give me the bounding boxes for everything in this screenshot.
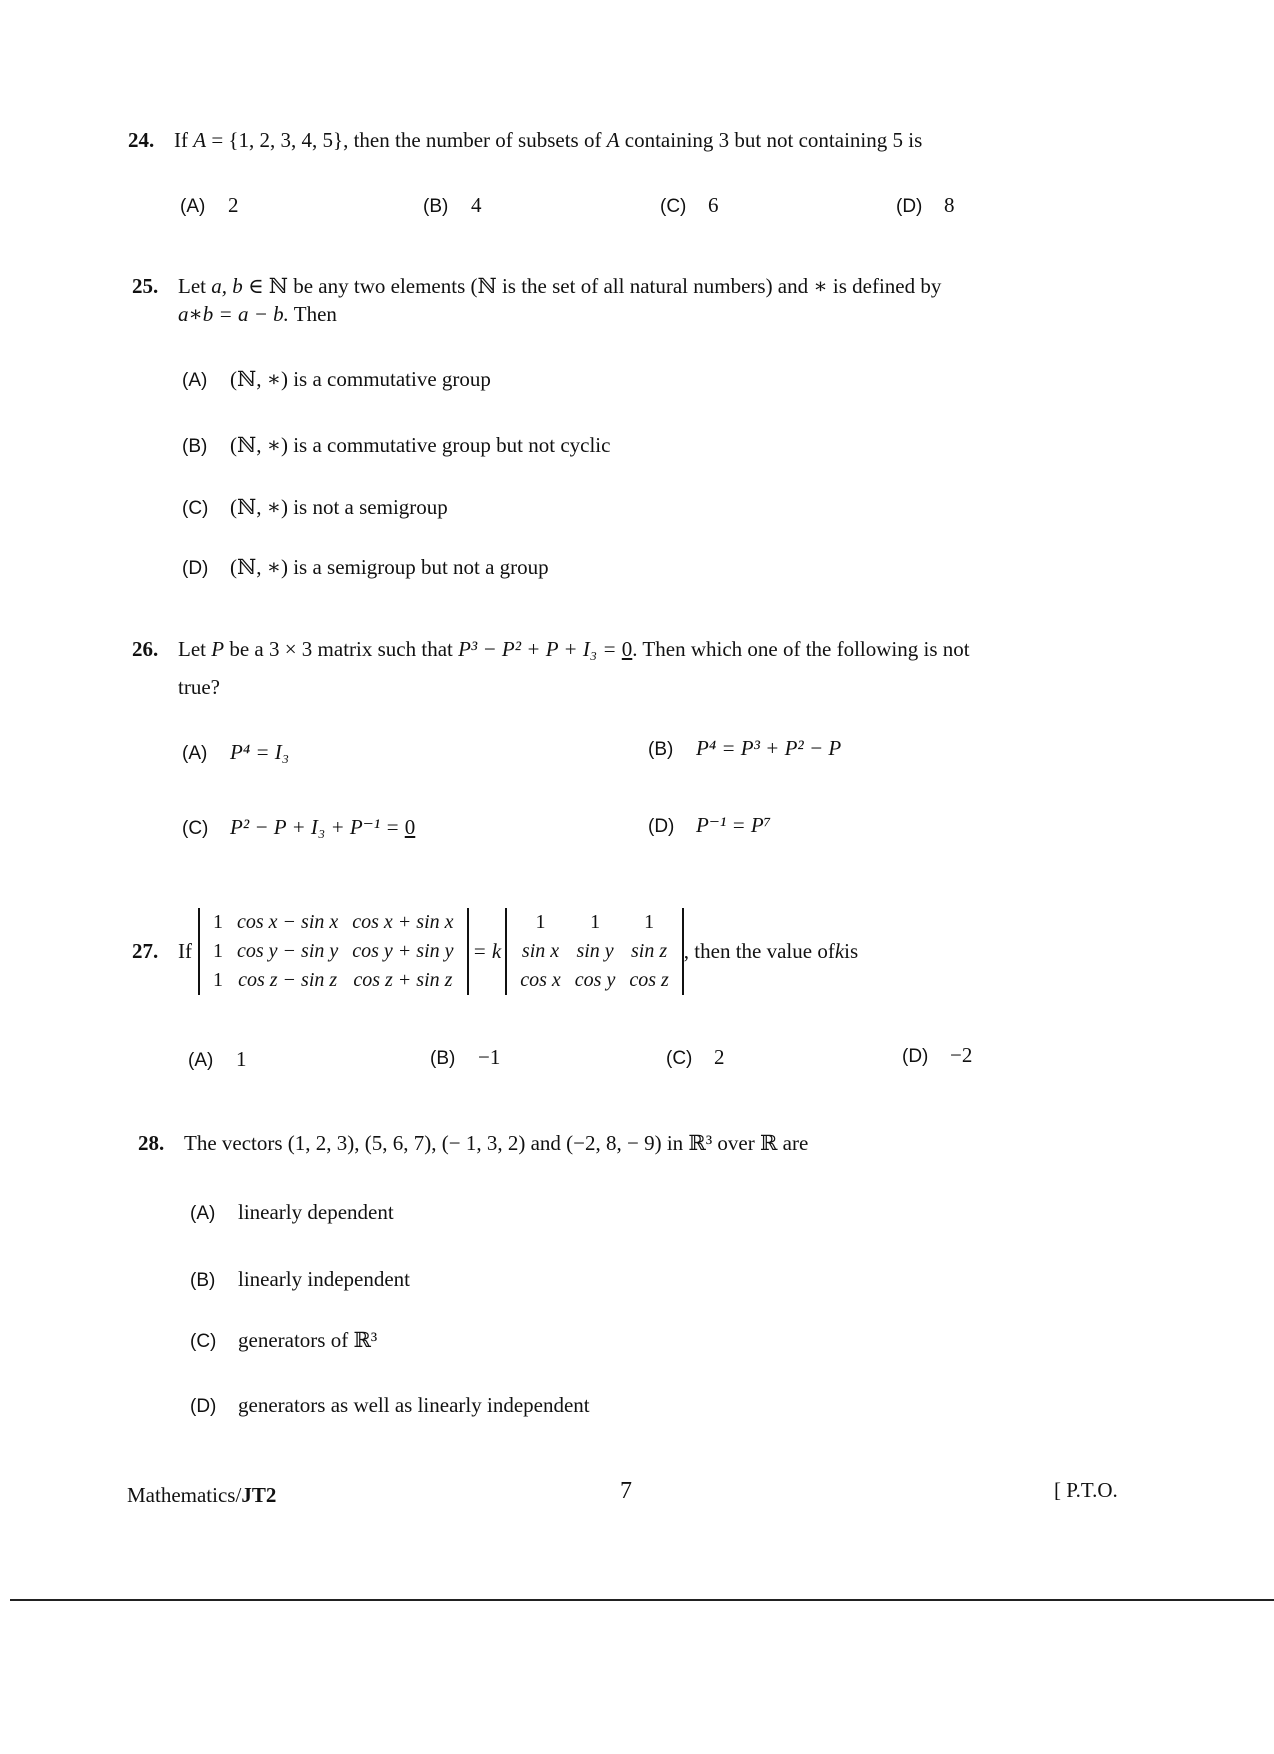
page-number: 7 <box>620 1478 632 1504</box>
bottom-rule <box>10 1599 1274 1601</box>
question-26-line1: 26. Let P be a 3 × 3 matrix such that P³ − P² + P + I₃ = 0. Then which one of the following is not <box>132 637 970 661</box>
footer-subject: Mathematics/JT2 <box>127 1483 277 1507</box>
option-b: (B) (ℕ, ∗) is a commutative group but not cyclic <box>182 433 611 457</box>
question-25-line2: a∗b = a − b. Then <box>178 302 337 327</box>
question-number: 26. <box>132 637 159 661</box>
question-26-line2: true? <box>178 675 220 700</box>
option-a: (A) 1 <box>188 1047 247 1071</box>
option-d: (D) (ℕ, ∗) is a semigroup but not a group <box>182 555 549 579</box>
left-determinant: 1 cos x − sin x cos x + sin x 1 cos y − sin y cos y + sin y 1 cos z − sin z cos z + sin z <box>198 908 469 995</box>
question-27: 27. If 1 cos x − sin x cos x + sin x 1 cos y − sin y cos y + sin y 1 cos z − sin z cos z + sin z = k 1 1 1 sin x sin y sin z cos x cos y cos z , then the value of k is <box>132 908 858 995</box>
option-d: (D) −2 <box>902 1043 973 1067</box>
question-28: 28. The vectors (1, 2, 3), (5, 6, 7), (− 1, 3, 2) and (−2, 8, − 9) in ℝ³ over ℝ are <box>138 1131 809 1155</box>
pto-label: [ P.T.O. <box>1054 1478 1118 1502</box>
question-number: 27. <box>132 939 159 964</box>
option-c: (C) 2 <box>666 1045 725 1069</box>
right-determinant: 1 1 1 sin x sin y sin z cos x cos y cos z <box>505 908 684 995</box>
option-a: (A) 2 <box>180 193 239 217</box>
option-c: (C) P² − P + I₃ + P⁻¹ = 0 <box>182 815 416 839</box>
option-d: (D) generators as well as linearly independent <box>190 1393 590 1417</box>
question-25-line1: 25. Let a, b ∈ ℕ be any two elements (ℕ is the set of all natural numbers) and ∗ is defined by <box>132 274 942 298</box>
option-b: (B) linearly independent <box>190 1267 411 1291</box>
option-d: (D) 8 <box>896 193 955 217</box>
option-d: (D) P⁻¹ = P⁷ <box>648 813 772 837</box>
question-24: 24. If A = {1, 2, 3, 4, 5}, then the number of subsets of A containing 3 but not containing 5 is <box>128 128 923 152</box>
question-number: 28. <box>138 1131 165 1155</box>
question-number: 25. <box>132 274 159 298</box>
option-c: (C) generators of ℝ³ <box>190 1328 378 1352</box>
option-a: (A) P⁴ = I₃ <box>182 740 290 764</box>
option-b: (B) 4 <box>423 193 482 217</box>
option-a: (A) linearly dependent <box>190 1200 394 1224</box>
question-25 <box>132 273 1142 328</box>
question-26 <box>132 636 1142 701</box>
option-a: (A) (ℕ, ∗) is a commutative group <box>182 367 491 391</box>
option-c: (C) (ℕ, ∗) is not a semigroup <box>182 495 448 519</box>
option-b: (B) P⁴ = P³ + P² − P <box>648 736 842 760</box>
question-number: 24. <box>128 128 155 152</box>
option-c: (C) 6 <box>660 193 719 217</box>
option-b: (B) −1 <box>430 1045 501 1069</box>
